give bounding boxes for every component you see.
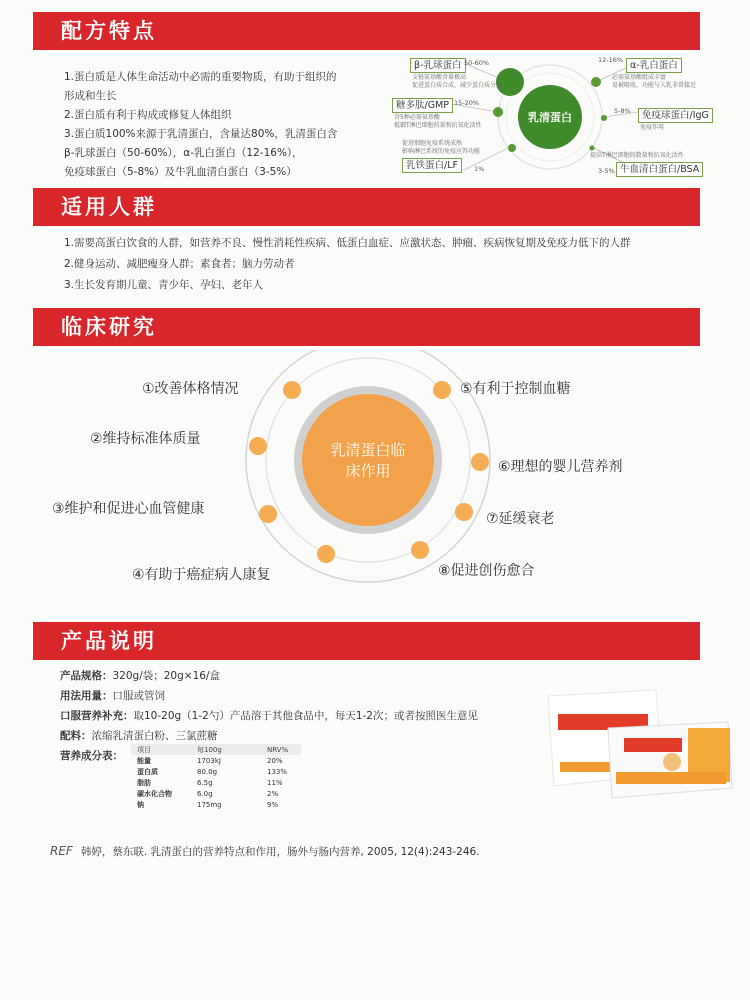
cell: 9%: [267, 800, 279, 809]
formula-point: 1.蛋白质是人体生命活动中必需的重要物质，有助于组织的: [64, 71, 337, 83]
clinical-dot: [471, 453, 489, 471]
node-pct: 5-8%: [614, 107, 631, 115]
node-dot: [601, 115, 607, 121]
section-banner-product: 产品说明: [33, 622, 700, 660]
product-supplement: [60, 706, 540, 726]
formula-point: β-乳球蛋白（50-60%），α-乳白蛋白（12-16%），: [64, 147, 303, 159]
node-pct: 50-60%: [464, 59, 490, 67]
clinical-center-label: [318, 440, 418, 482]
nutrition-table: [131, 744, 301, 810]
node-desc: 必需氨基酸组成丰富 易被吸收，功能与人乳非常接近: [612, 74, 697, 89]
people-point: 2.健身运动、减肥瘦身人群；素食者；脑力劳动者: [64, 258, 295, 270]
clinical-dot: [259, 505, 277, 523]
node-pct: 3-5%: [598, 167, 615, 175]
clinical-dot: [455, 503, 473, 521]
formula-point: 免疫球蛋白（5-8%）及牛乳血清白蛋白（3-5%）: [64, 166, 297, 178]
label: 产品规格：: [60, 670, 113, 682]
value: 320g/袋；20g×16/盒: [112, 670, 220, 682]
label: 配料：: [60, 730, 92, 742]
table-row: [131, 755, 301, 766]
cell: 能量: [137, 756, 151, 765]
clinical-item-6: ⑥理想的婴儿营养剂: [498, 459, 623, 475]
clinical-dot: [283, 381, 301, 399]
clinical-item-7: ⑦延缓衰老: [486, 511, 555, 527]
center-label: 乳清蛋白: [528, 111, 572, 124]
clinical-dot: [433, 381, 451, 399]
cell: 1703kJ: [197, 756, 221, 765]
node-igg: 免疫球蛋白/IgG: [638, 108, 713, 123]
cell: 80.0g: [197, 767, 218, 776]
clinical-center-line: 乳清蛋白临: [330, 441, 406, 459]
node-desc: 免疫作用: [640, 124, 665, 131]
node-dot: [591, 77, 601, 87]
value: 取10-20g（1-2勺）产品溶于其他食品中，每天1-2次；或者按照医生意见: [133, 710, 478, 722]
formula-point: 形成和生长: [64, 90, 117, 102]
product-spec: [60, 666, 540, 686]
package-illustration: [538, 688, 738, 806]
section-banner-clinical: 临床研究: [33, 308, 700, 346]
section-banner-people: 适用人群: [33, 188, 700, 226]
node-pct: 12-16%: [598, 56, 624, 64]
whey-composition-diagram: [394, 52, 710, 182]
product-ingredients: [60, 726, 540, 746]
table-header-row: [131, 744, 301, 755]
table-row: [131, 799, 301, 810]
clinical-item-1: ①改善体格情况: [142, 381, 239, 397]
clinical-item-8: ⑧促进创伤愈合: [438, 563, 535, 579]
node-beta-lactoglobulin: β-乳球蛋白: [410, 58, 466, 73]
node-dot: [508, 144, 516, 152]
reference-tag: REF: [50, 844, 73, 858]
label: 口服营养补充：: [60, 710, 134, 722]
formula-point: 3.蛋白质100%来源于乳清蛋白，含量达80%，乳清蛋白含: [64, 128, 338, 140]
people-points: [64, 234, 704, 295]
value: 口服或管饲: [112, 690, 165, 702]
cell: 2%: [267, 789, 279, 798]
header-cell: NRV%: [261, 744, 301, 755]
product-package-image: [538, 688, 738, 806]
table-row: [131, 777, 301, 788]
cell: 175mg: [197, 800, 222, 809]
formula-point: 2.蛋白质有利于构成或修复人体组织: [64, 109, 232, 121]
clinical-item-3: ③维护和促进心血管健康: [52, 501, 205, 517]
node-gmp: 糖多肽/GMP: [392, 98, 453, 113]
node-alpha-lactalbumin: α-乳白蛋白: [626, 58, 682, 73]
clinical-item-4: ④有助于癌症病人康复: [132, 567, 271, 583]
node-dot: [590, 146, 595, 151]
reference: [50, 844, 480, 859]
people-point: 3.生长发育期儿童、青少年、孕妇、老年人: [64, 279, 264, 291]
reference-text: 韩婷，蔡东联. 乳清蛋白的营养特点和作用，肠外与肠内营养, 2005, 12(4):243-246.: [80, 846, 480, 858]
node-pct: 15-20%: [454, 99, 480, 107]
cell: 11%: [267, 778, 283, 787]
label: 营养成分表：: [60, 750, 123, 762]
clinical-item-5: ⑤有利于控制血糖: [460, 381, 571, 397]
formula-points: [64, 68, 364, 182]
node-dot: [493, 107, 503, 117]
cell: 脂肪: [137, 778, 151, 787]
header-cell: 项目: [131, 744, 191, 755]
node-bsa: 牛血清白蛋白/BSA: [616, 162, 703, 177]
cell: 蛋白质: [137, 767, 158, 776]
cell: 6.0g: [197, 789, 213, 798]
node-pct: 1%: [474, 165, 485, 173]
cell: 133%: [267, 767, 288, 776]
node-lactoferrin: 乳铁蛋白/LF: [402, 158, 462, 173]
table-row: [131, 788, 301, 799]
header-cell: 每100g: [191, 744, 261, 755]
node-desc: 含5种必需氨基酸 抵御T淋巴细胞的量和抗氧化活性: [394, 114, 482, 129]
cell: 6.5g: [197, 778, 213, 787]
cell: 碳水化合物: [137, 789, 172, 798]
section-banner-formula: 配方特点: [33, 12, 700, 50]
label: 用法用量：: [60, 690, 113, 702]
clinical-dot: [249, 437, 267, 455]
clinical-dot: [317, 545, 335, 563]
product-usage: [60, 686, 540, 706]
clinical-dot: [411, 541, 429, 559]
clinical-diagram: [0, 350, 750, 610]
cell: 20%: [267, 756, 283, 765]
cell: 钠: [137, 800, 144, 809]
people-point: 1.需要高蛋白饮食的人群，如营养不良、慢性消耗性疾病、低蛋白血症、应激状态、肿瘤、疾病恢复期及免疫力低下的人群: [64, 237, 631, 249]
value: 浓缩乳清蛋白粉、三氯蔗糖: [91, 730, 218, 742]
table-row: [131, 766, 301, 777]
clinical-item-2: ②维持标准体质量: [90, 431, 201, 447]
node-desc: 提高T淋巴细胞的数量和抗氧化活性: [590, 152, 684, 159]
node-desc: 支链氨基酸含量极高 促进蛋白质合成，减少蛋白质分解: [412, 74, 503, 89]
node-desc: 促进细胞免疫系统成熟 影响淋巴系统的免疫应答功能: [402, 140, 481, 155]
clinical-center-line: 床作用: [345, 462, 391, 480]
